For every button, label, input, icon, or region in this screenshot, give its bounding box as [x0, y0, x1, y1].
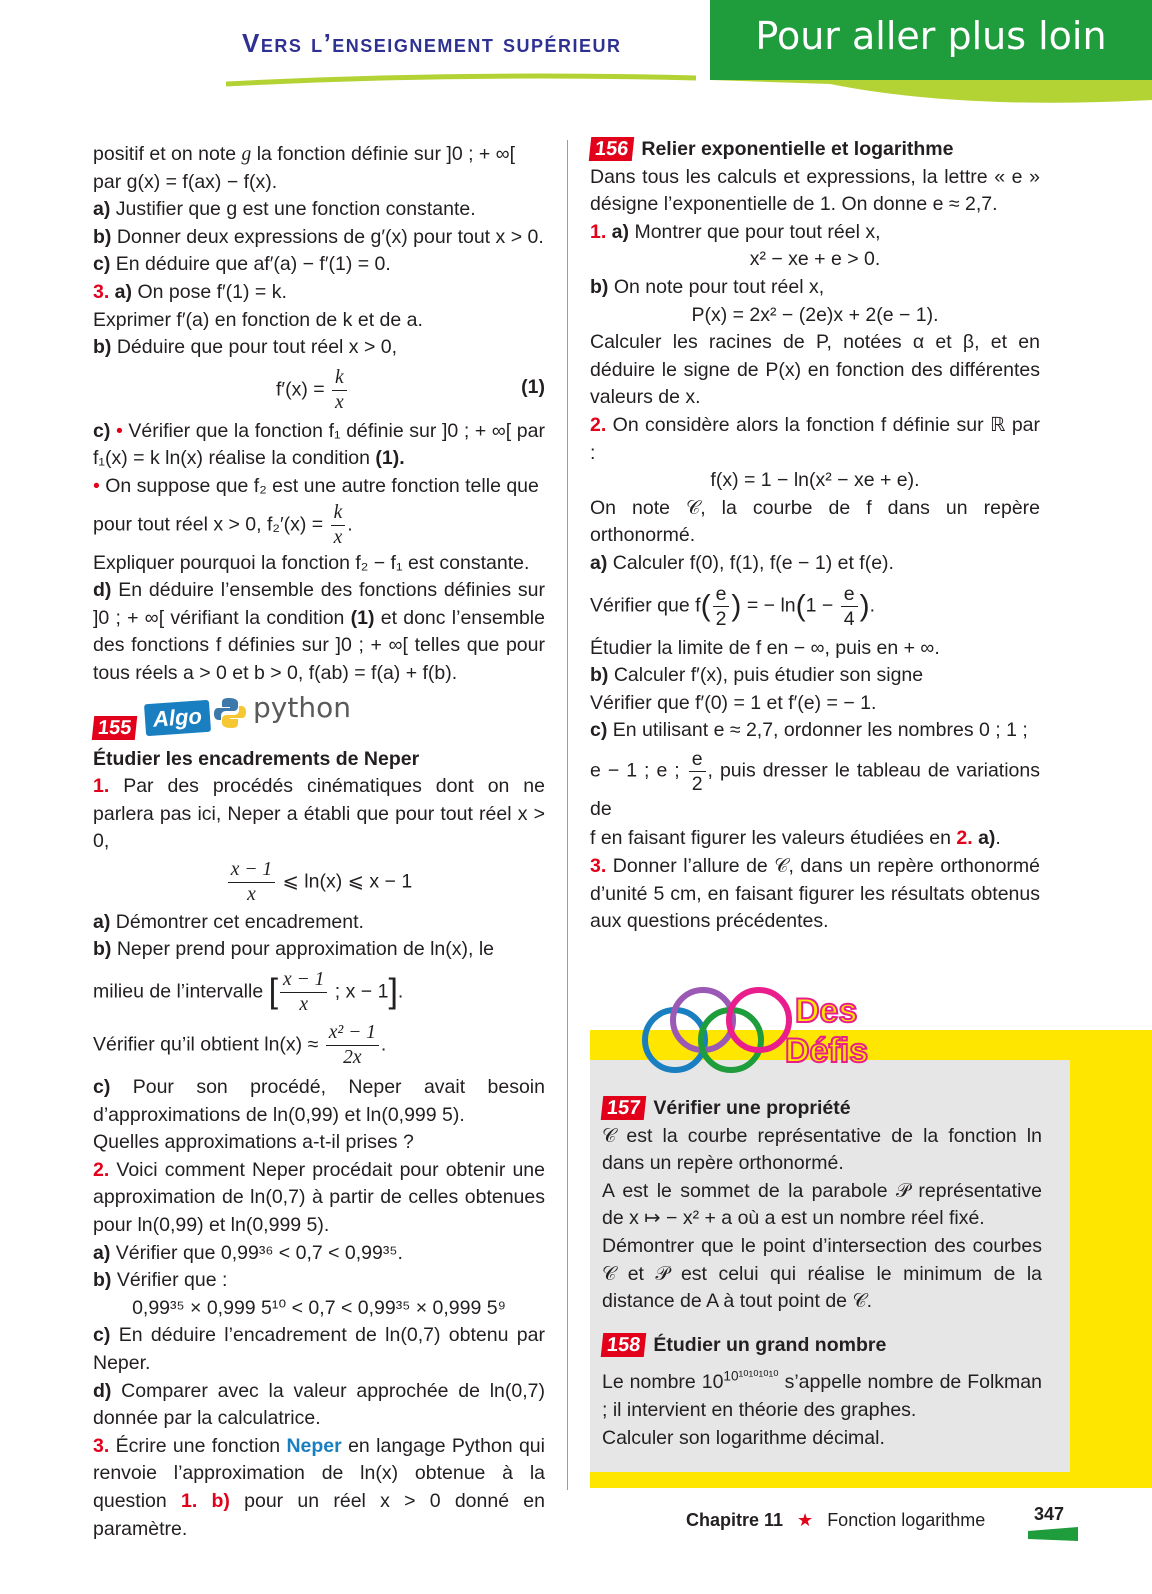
page-number-underline	[1028, 1527, 1078, 1541]
equation: f(x) = 1 − ln(x² − xe + e).	[710, 469, 920, 492]
question-c: c) En déduire que af′(a) − f′(1) = 0.	[93, 253, 391, 276]
text-line: Le nombre $10^{10^{10101010}}$ s’appelle nombre de Folkman ; il intervient en théorie des graphes.	[602, 1368, 1042, 1421]
text-line: Étudier la limite de f en − ∞, puis en + ∞.	[590, 636, 940, 659]
defis-logo-line2: Défis	[785, 1032, 869, 1070]
question-2: 2. Voici comment Neper procédait pour obtenir une approximation de ln(0,7) à partir de celles obtenues pour ln(0,99) et ln(0,999 5).	[93, 1158, 545, 1237]
question-d: d) En déduire l’ensemble des fonctions définies sur ]0 ; + ∞[ vérifiant la condition (1) et donc l’ensemble des fonctions f définies sur ]0 ; + ∞[ telles que pour tous réels a > 0 et b > 0, f(ab) = f(a) + f(b).	[93, 579, 545, 684]
question-a: a) Justifier que g est une fonction constante.	[93, 198, 476, 221]
text-line: • On suppose que f₂ est une autre fonction telle que	[93, 474, 539, 497]
text-line: On note 𝒞, la courbe de f dans un repère orthonormé.	[590, 496, 1040, 547]
text-line: 𝒞 est la courbe représentative de la fonction ln dans un repère orthonormé.	[602, 1124, 1042, 1175]
text-line: Vérifier que f( $\frac{e}{2}$ ) = − ln(1 − $\frac{e}{4}$ ).	[590, 582, 875, 630]
question-1a: a) Démontrer cet encadrement.	[93, 910, 364, 933]
python-wordmark: python	[253, 690, 351, 724]
text-line: Démontrer que le point d’intersection des courbes 𝒞 et 𝒫 est celui qui réalise le minimum de la distance de A à tout point de 𝒞.	[602, 1234, 1042, 1313]
star-icon: ★	[797, 1510, 814, 1530]
question-2: 2. On considère alors la fonction f définie sur ℝ par :	[590, 413, 1040, 464]
question-3b: b) Déduire que pour tout réel x > 0,	[93, 336, 398, 359]
footer	[686, 1510, 985, 1531]
defis-content	[602, 1095, 1042, 1452]
text-line: Quelles approximations a-t-il prises ?	[93, 1131, 414, 1154]
question-1b: b) On note pour tout réel x,	[590, 275, 825, 298]
exercise-156-header: 156 Relier exponentielle et logarithme	[590, 136, 1040, 164]
text-line: Calculer son logarithme décimal.	[602, 1426, 885, 1449]
header-banner	[710, 0, 1152, 80]
question-2b: b) Calculer f′(x), puis étudier son signe	[590, 664, 924, 687]
equation-neper: $\frac{x - 1}{x}$ ⩽ ln(x) ⩽ x − 1	[93, 858, 545, 907]
text-line: pour tout réel x > 0, f₂′(x) = $\frac{k}{x}$ .	[93, 501, 353, 548]
question-2a: a) Vérifier que 0,99³⁶ < 0,7 < 0,99³⁵.	[93, 1241, 403, 1264]
question-3: 3. Donner l’allure de 𝒞, dans un repère orthonormé d’unité 5 cm, en faisant figurer les résultats obtenus aux questions précédentes.	[590, 855, 1040, 933]
exercise-number: 155	[92, 716, 138, 740]
question-3: 3. a) On pose f′(1) = k.	[93, 280, 287, 303]
text-line: A est le sommet de la parabole 𝒫 représentative de x ↦ − x² + a où a est un nombre réel fixé.	[602, 1179, 1042, 1230]
right-column	[590, 136, 1040, 936]
exercise-title: Étudier les encadrements de Neper	[93, 747, 420, 770]
exercise-158-header: 158 Étudier un grand nombre	[602, 1332, 1042, 1360]
algo-badge: Algo	[144, 699, 211, 735]
text-line: milieu de l’intervalle [ $\frac{x - 1}{x}$ ; x − 1].	[93, 969, 404, 1016]
exercise-155-header	[93, 690, 545, 746]
equation-tag: (1)	[521, 375, 545, 398]
question-2a: a) Calculer f(0), f(1), f(e − 1) et f(e).	[590, 551, 894, 574]
question-1b: b) Neper prend pour approximation de ln(x), le	[93, 938, 495, 961]
intro-text: Dans tous les calculs et expressions, la lettre « e » désigne l’exponentielle de 1. On donne e ≈ 2,7.	[590, 165, 1040, 216]
defis-logo	[635, 980, 895, 1080]
footer-topic: Fonction logarithme	[827, 1510, 986, 1530]
question-3-python: 3. Écrire une fonction Neper en langage Python qui renvoie l’approximation de ln(x) obtenue à la question 1. b) pour un réel x > 0 donné en paramètre.	[93, 1434, 545, 1540]
question-2c: c) En utilisant e ≈ 2,7, ordonner les nombres 0 ; 1 ;	[590, 719, 1028, 742]
text-line: par g(x) = f(ax) − f(x).	[93, 170, 278, 193]
header-underline	[226, 72, 696, 88]
footer-chapter: Chapitre 11	[686, 1510, 784, 1530]
text-line: e − 1 ; e ; $\frac{e}{2}$ , puis dresser le tableau de variations de	[590, 747, 1040, 820]
question-1c: c) Pour son procédé, Neper avait besoin d’approximations de ln(0,99) et ln(0,999 5).	[93, 1076, 545, 1126]
question-1: 1. Par des procédés cinématiques dont on ne parlera pas ici, Neper a établi que pour tout réel x > 0,	[93, 775, 545, 853]
text-line: Vérifier qu’il obtient ln(x) ≈ $\frac{\text{x² − 1}}{2x}$ .	[93, 1022, 387, 1069]
text-line: Vérifier que f′(0) = 1 et f′(e) = − 1.	[590, 691, 877, 714]
question-2d: d) Comparer avec la valeur approchée de ln(0,7) donnée par la calculatrice.	[93, 1379, 545, 1430]
question-b: b) Donner deux expressions de g′(x) pour tout x > 0.	[93, 225, 544, 248]
python-logo-icon	[213, 696, 247, 730]
header-right-title: Pour aller plus loin	[755, 14, 1107, 58]
text-line: Exprimer f′(a) en fonction de k et de a.	[93, 308, 423, 331]
page-number: 347	[1034, 1504, 1065, 1524]
text-line: Calculer les racines de P, notées α et β, et en déduire le signe de P(x) en fonction des différentes valeurs de x.	[590, 331, 1040, 409]
question-2b: b) Vérifier que :	[93, 1269, 228, 1292]
left-column	[93, 141, 545, 1543]
defis-logo-line1: Des	[795, 992, 858, 1030]
text-line: positif et on note g la fonction définie sur ]0 ; + ∞[	[93, 143, 516, 165]
text-line: f en faisant figurer les valeurs étudiées en 2. a).	[590, 827, 1001, 850]
column-separator	[567, 140, 568, 1490]
header-left-title: Vers l’enseignement supérieur	[242, 28, 622, 58]
question-c2: c) • Vérifier que la fonction f₁ définie sur ]0 ; + ∞[ par f₁(x) = k ln(x) réalise la condition (1).	[93, 419, 545, 470]
header-swoosh	[710, 70, 1152, 110]
text-line: Expliquer pourquoi la fonction f₂ − f₁ est constante.	[93, 551, 530, 574]
equation-1: f′(x) = $\frac{k}{x}$ (1)	[276, 366, 545, 413]
equation: P(x) = 2x² − (2e)x + 2(e − 1).	[691, 303, 939, 326]
question-2c: c) En déduire l’encadrement de ln(0,7) obtenu par Neper.	[93, 1324, 545, 1374]
equation-2b: 0,99³⁵ × 0,999 5¹⁰ < 0,7 < 0,99³⁵ × 0,999 5⁹	[132, 1296, 506, 1319]
exercise-157-header: 157 Vérifier une propriété	[602, 1095, 1042, 1123]
question-1a: 1. a) Montrer que pour tout réel x,	[590, 220, 881, 243]
equation: x² − xe + e > 0.	[749, 248, 881, 271]
